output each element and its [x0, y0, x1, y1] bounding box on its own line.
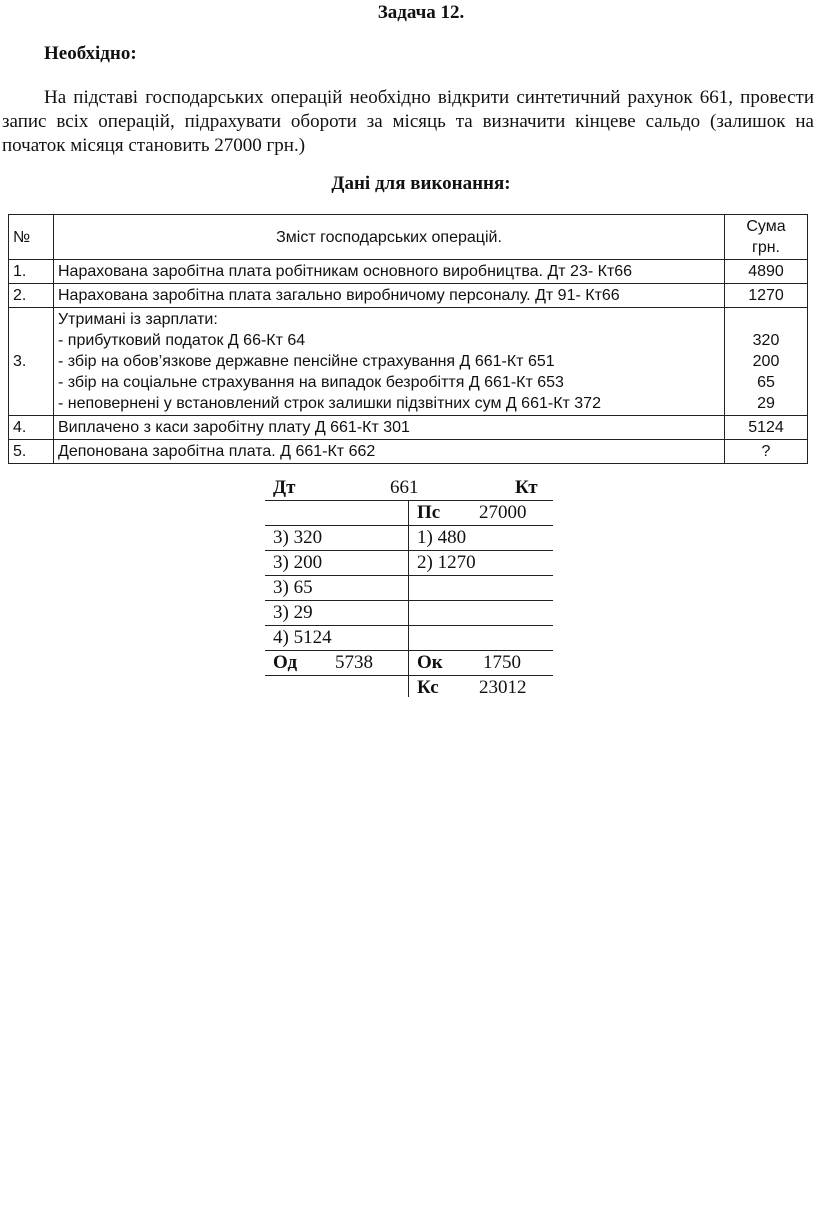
row-sum-value: 320: [752, 332, 780, 349]
row-sum: [725, 308, 808, 416]
row-number: 2.: [9, 284, 54, 308]
debit-turnover: [265, 651, 409, 675]
row-text: Виплачено з каси заробітну плату Д 661-Кт 301: [54, 416, 725, 440]
row-sum: 5124: [725, 416, 808, 440]
necessary-label: Необхідно:: [44, 43, 137, 64]
row-sum-value: 200: [752, 353, 780, 370]
t-account-row: [265, 526, 553, 551]
table-row: [9, 260, 808, 284]
t-account-body: [265, 501, 553, 700]
row-number: 1.: [9, 260, 54, 284]
debit-entry: 3) 29: [273, 602, 313, 623]
credit-turnover-label: Ок: [417, 652, 443, 673]
row-line: - збір на обов’язкове державне пенсійне страхування Д 661-Кт 651: [58, 353, 555, 370]
closing-balance: [409, 676, 553, 700]
debit-cell: [265, 676, 409, 700]
task-description: На підставі господарських операцій необхідно відкрити синтетичний рахунок 661, провести запис всіх операцій, підрахувати обороти за місяць та визначити кінцеве сальдо (залишок на початок місяця становить 27000 грн.): [2, 87, 814, 156]
debit-turnover-value: 5738: [335, 652, 373, 673]
t-account-turnover-row: [265, 651, 553, 676]
data-heading: Дані для виконання:: [331, 173, 511, 194]
account-number: 661: [390, 477, 419, 498]
t-account-row: [265, 501, 553, 526]
debit-label: Дт: [273, 477, 296, 498]
header-content: Зміст господарських операцій.: [54, 215, 725, 260]
debit-turnover-label: Од: [273, 652, 298, 673]
closing-balance-label: Кс: [417, 677, 439, 698]
credit-cell: [409, 576, 553, 600]
t-account-row: [265, 551, 553, 576]
t-account-661: [265, 474, 553, 700]
credit-turnover: [409, 651, 553, 675]
operations-table: [8, 214, 808, 464]
row-number: 3.: [9, 308, 54, 416]
header-sum: [725, 215, 808, 260]
row-text: Нарахована заробітна плата загально виробничому персоналу. Дт 91- Кт66: [54, 284, 725, 308]
table-row: [9, 416, 808, 440]
row-text: Нарахована заробітна плата робітникам основного виробництва. Дт 23- Кт66: [54, 260, 725, 284]
row-text: [54, 308, 725, 416]
credit-cell: [409, 626, 553, 650]
debit-entry: 3) 65: [273, 577, 313, 598]
debit-entry: 4) 5124: [273, 627, 332, 648]
debit-cell: [265, 501, 409, 525]
closing-balance-value: 23012: [479, 677, 527, 698]
row-number: 4.: [9, 416, 54, 440]
header-number: №: [9, 215, 54, 260]
table-row: [9, 308, 808, 416]
header-sum-line1: Сума: [746, 218, 786, 235]
t-account-row: [265, 601, 553, 626]
t-account-row: [265, 576, 553, 601]
table-row: [9, 284, 808, 308]
page-title: Задача 12.: [377, 2, 465, 23]
row-line: - неповернені у встановлений строк залишки підзвітних сум Д 661-Кт 372: [58, 395, 601, 412]
credit-entry: 1) 480: [417, 527, 467, 548]
credit-cell: [409, 501, 553, 525]
row-sum-value: 65: [757, 374, 775, 391]
row-sum: 1270: [725, 284, 808, 308]
opening-balance-value: 27000: [479, 502, 527, 523]
row-sum: 4890: [725, 260, 808, 284]
credit-cell: [409, 601, 553, 625]
row-line: Утримані із зарплати:: [58, 311, 218, 328]
row-line: - прибутковий податок Д 66-Кт 64: [58, 332, 306, 349]
row-sum-value: 29: [757, 395, 775, 412]
opening-balance-label: Пс: [417, 502, 441, 523]
credit-entry: 2) 1270: [417, 552, 476, 573]
t-account-header: [265, 474, 553, 501]
table-header-row: [9, 215, 808, 260]
t-account-row: [265, 626, 553, 651]
row-text: Депонована заробітна плата. Д 661-Кт 662: [54, 440, 725, 464]
row-sum: ?: [725, 440, 808, 464]
t-account-closing-row: [265, 676, 553, 700]
row-number: 5.: [9, 440, 54, 464]
table-row: [9, 440, 808, 464]
credit-turnover-value: 1750: [483, 652, 521, 673]
debit-entry: 3) 320: [273, 527, 323, 548]
header-sum-line2: грн.: [751, 239, 780, 256]
credit-label: Кт: [515, 477, 538, 498]
debit-entry: 3) 200: [273, 552, 323, 573]
row-line: - збір на соціальне страхування на випадок безробіття Д 661-Кт 653: [58, 374, 564, 391]
